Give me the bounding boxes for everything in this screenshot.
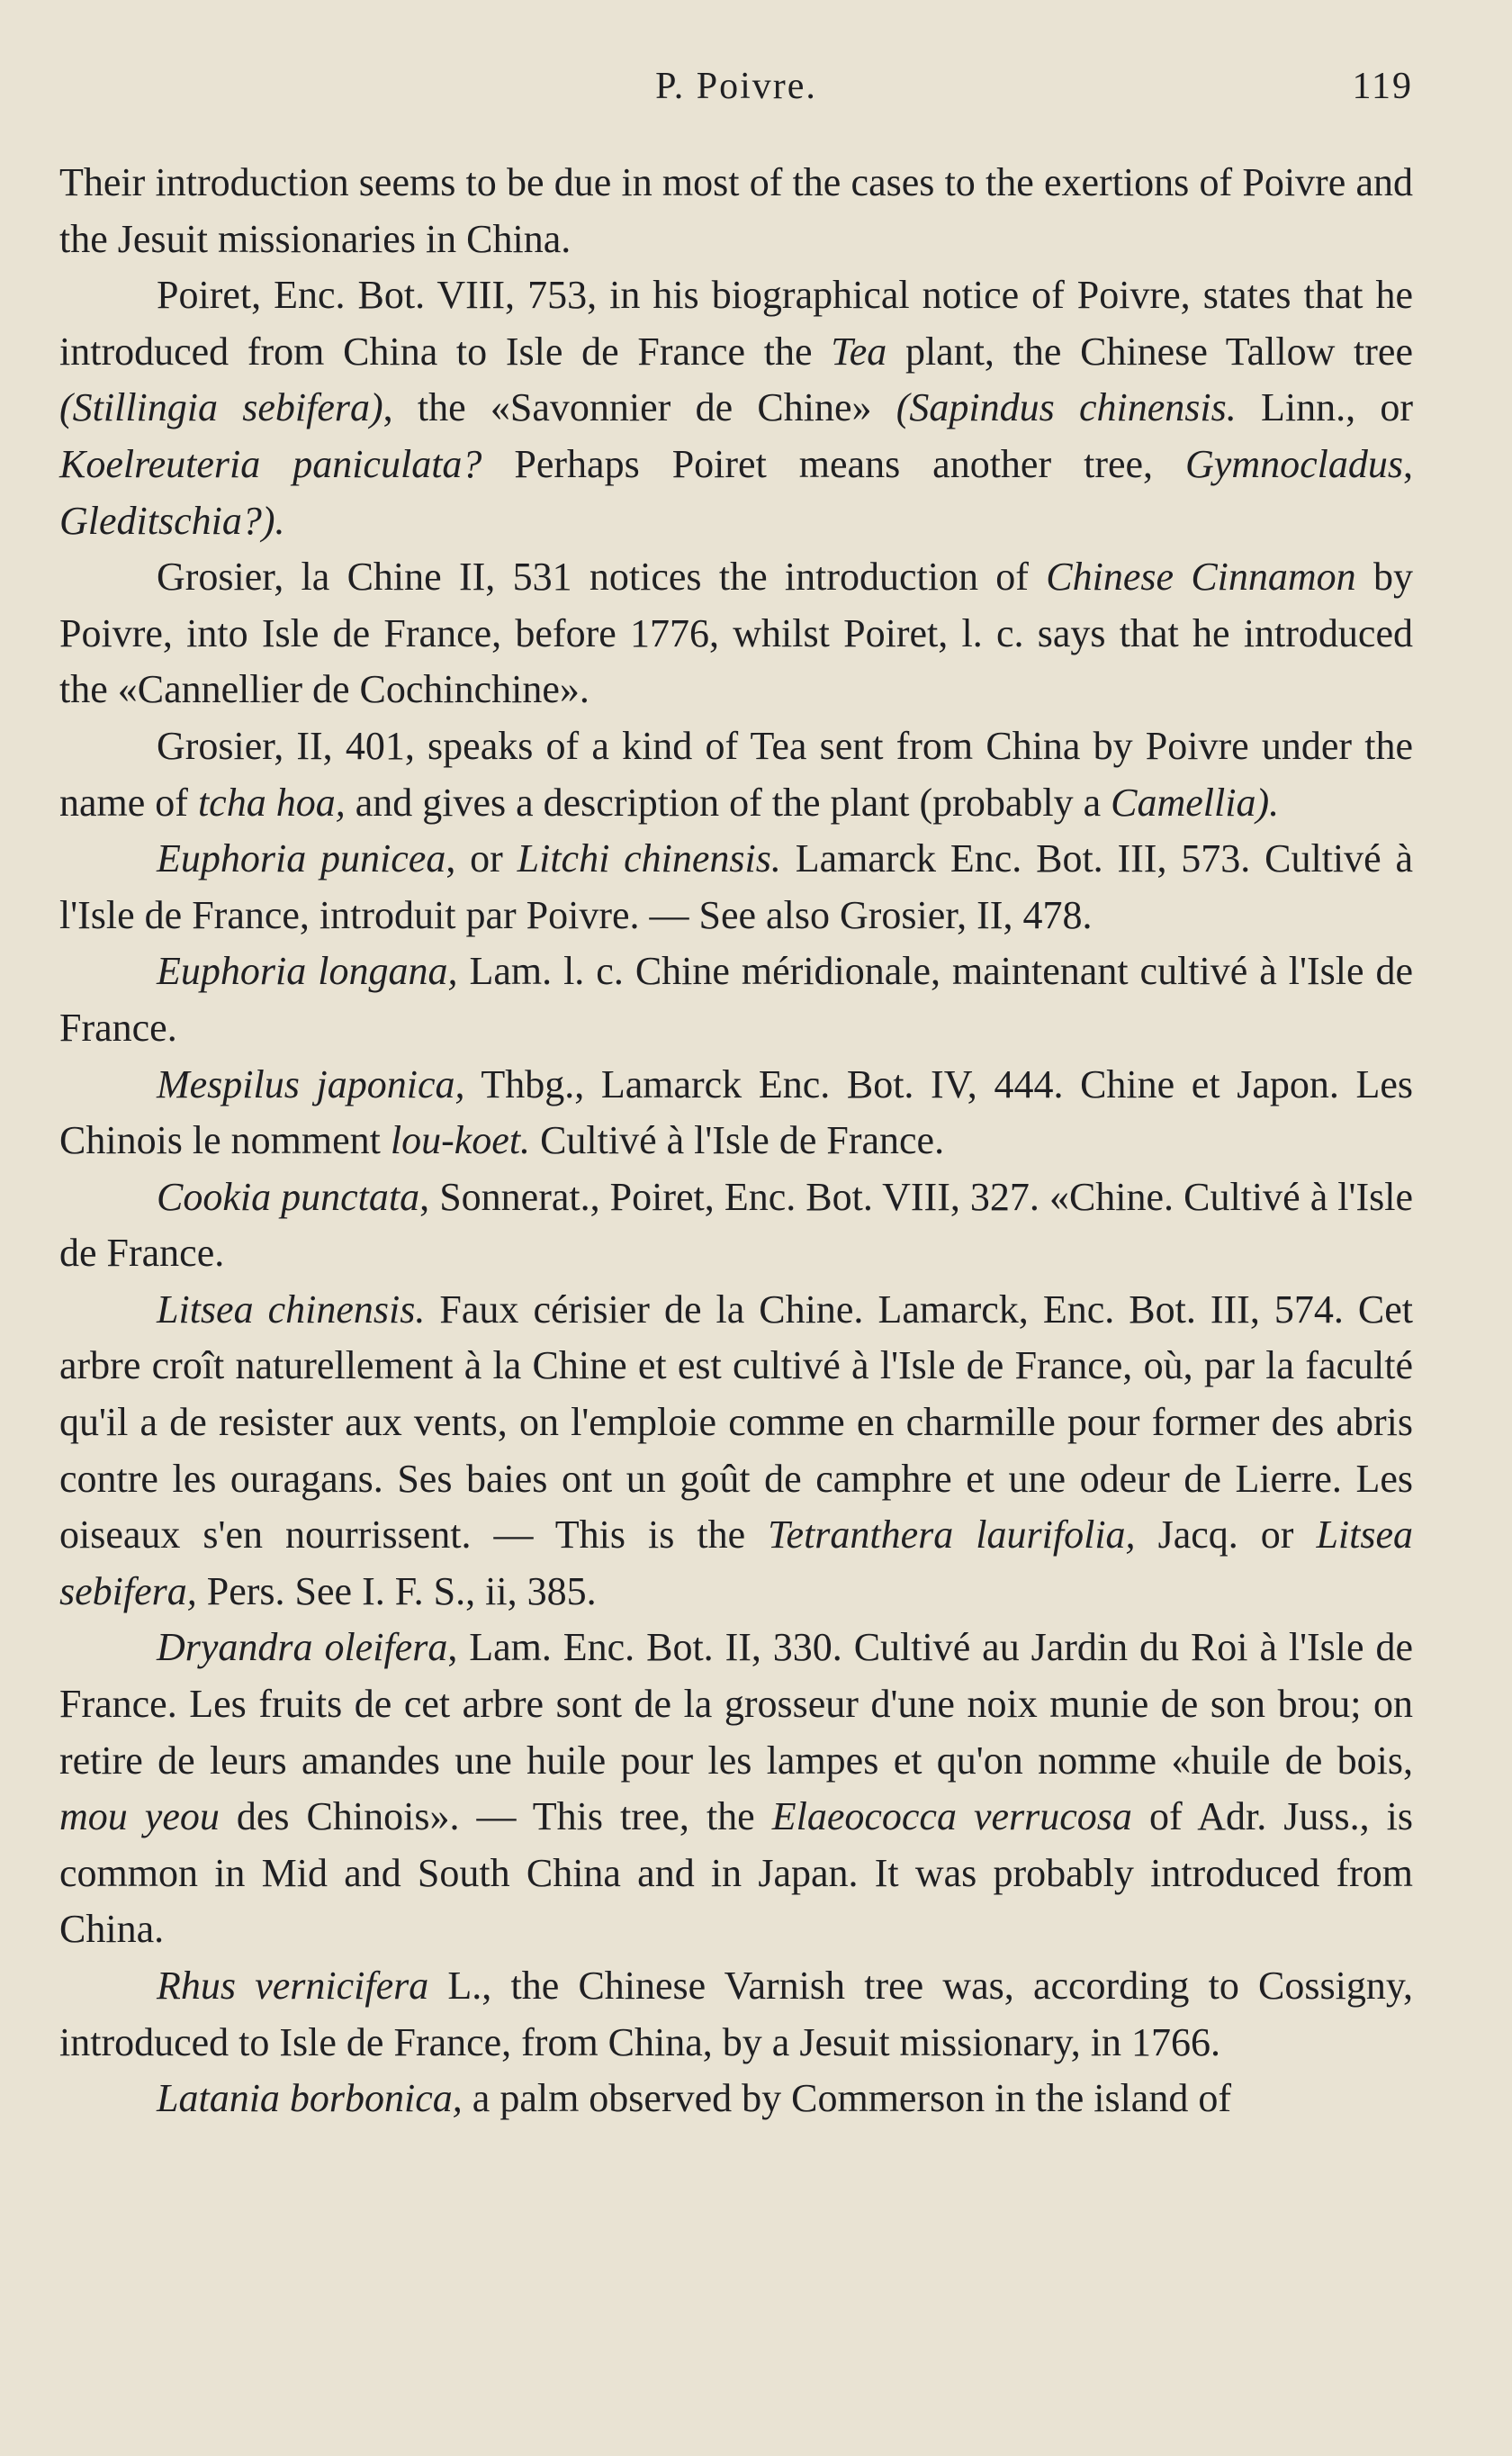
species-name: Camellia). — [1111, 780, 1280, 825]
text-run: , Lam. Enc. Bot. II, 330. Cultivé au Jardin du Roi à l'Isle de France. Les fruits de cet arbre sont de la grosseur d'une noix munie de son brou; on retire de leurs amandes une huile pour les lampes et qu'on nomme «huile de bois, — [59, 1625, 1414, 1783]
text-run: Grosier, II, 401, speaks of a kind of Tea sent from China by Poivre under the name of — [59, 723, 1413, 825]
species-name: lou-koet. — [390, 1118, 531, 1163]
species-name: Gleditschia?). — [59, 498, 285, 543]
paragraph-poiret — [59, 267, 1413, 549]
text-run: by Poivre, into Isle de France, before 1776, whilst Poiret, l. c. says that he introduced the «Cannellier de Cochinchine». — [59, 555, 1413, 712]
paragraph-mespilus — [59, 1057, 1413, 1169]
species-name: Litsea sebifera, — [59, 1512, 1414, 1613]
text-run: Linn., or — [1236, 385, 1414, 430]
species-name: Tetranthera laurifolia, — [768, 1512, 1136, 1558]
species-name: Euphoria punicea — [157, 836, 446, 881]
text-run: Grosier, la Chine II, 531 notices the introduction of — [157, 555, 1047, 600]
paragraph-latania — [59, 2071, 1413, 2127]
text-run: Faux cérisier de la Chine. Lamarck, Enc. Bot. III, 574. Cet arbre croît naturellement à la Chine et est cultivé à l'Isle de France, où, par la faculté qu'il a de resister aux vents, on l'emploie comme en charmille pour former des abris contre les ouragans. Ses baies ont un goût de camphre et une odeur de Lierre. Les oiseaux s'en nourrissent. — This is the — [59, 1287, 1414, 1558]
paragraph-dryandra — [59, 1620, 1413, 1958]
species-name: Mespilus japonica, — [157, 1061, 465, 1106]
species-name: Euphoria longana, — [157, 949, 458, 994]
paragraph-grosier-tea — [59, 718, 1413, 831]
text-run: plant, the Chinese Tallow tree — [886, 329, 1413, 374]
text-run: Jacq. or — [1135, 1512, 1317, 1558]
text-run: Their introduction seems to be due in most of the cases to the exertions of Poivre and the Jesuit missionaries in China. — [59, 160, 1413, 261]
text-run: Thbg., Lamarck Enc. Bot. IV, 444. Chine et Japon. Les Chinois le nomment — [59, 1061, 1414, 1163]
text-run: a palm observed by Commerson in the island of — [462, 2076, 1231, 2121]
text-run: , — [1403, 441, 1413, 486]
text-run: , Sonnerat., Poiret, Enc. Bot. VIII, 327. «Chine. Cultivé à l'Isle de France. — [59, 1174, 1413, 1276]
species-name: Gymnocladus — [1185, 441, 1403, 486]
running-head: P. Poivre. — [655, 66, 817, 107]
text-run: des Chinois». — This tree, the — [219, 1794, 772, 1839]
paragraph-euphoria-punicea — [59, 831, 1413, 944]
body-text — [59, 155, 1413, 2127]
species-name: (Stillingia sebifera) — [59, 385, 383, 430]
page-header — [59, 65, 1413, 119]
paragraph-rhus — [59, 1958, 1413, 2071]
paragraph-euphoria-longana — [59, 944, 1413, 1056]
text-run: Lamarck Enc. Bot. III, 573. Cultivé à l'Isle de France, introduit par Poivre. — See also Grosier, II, 478. — [59, 836, 1413, 937]
species-name: Chinese Cinnamon — [1046, 555, 1356, 600]
text-run: Perhaps Poiret means another tree, — [482, 441, 1186, 486]
paragraph-litsea — [59, 1282, 1413, 1621]
text-run: Pers. See I. F. S., ii, 385. — [196, 1568, 597, 1613]
paragraph-cookia — [59, 1169, 1413, 1282]
text-run: Lam. l. c. Chine méridionale, maintenant cultivé à l'Isle de France. — [59, 949, 1413, 1050]
text-run: , the «Savonnier de Chine» — [382, 385, 896, 430]
species-name: Koelreuteria paniculata? — [59, 441, 482, 486]
species-name: Rhus vernicifera — [157, 1964, 429, 2008]
paragraph-intro-continuation — [59, 155, 1413, 267]
species-name: Latania borbonica, — [157, 2076, 463, 2121]
species-name: (Sapindus chinensis. — [896, 385, 1237, 430]
species-name: Litsea chinensis. — [157, 1287, 426, 1332]
species-name: mou yeou — [59, 1794, 220, 1839]
species-name: Elaeococca verrucosa — [771, 1794, 1132, 1839]
species-name: Litchi chinensis. — [517, 836, 781, 881]
species-name: tcha hoa, — [197, 780, 346, 825]
text-run: L., the Chinese Varnish tree was, according to Cossigny, introduced to Isle de France, from China, by a Jesuit missionary, in 1766. — [59, 1964, 1413, 2064]
species-name: Tea — [831, 329, 887, 374]
text-run: and gives a description of the plant (probably a — [345, 780, 1112, 825]
paragraph-grosier-cinnamon — [59, 549, 1413, 718]
species-name: Dryandra oleifera — [157, 1625, 448, 1670]
text-run: Poiret, Enc. Bot. VIII, 753, in his biographical notice of Poivre, states that he introduced from China to Isle de France the — [59, 273, 1413, 374]
text-run: Cultivé à l'Isle de France. — [530, 1118, 945, 1163]
text-run: of Adr. Juss., is common in Mid and South China and in Japan. It was probably introduced from China. — [59, 1794, 1413, 1952]
species-name: Cookia punctata — [157, 1174, 420, 1219]
page-number: 119 — [1352, 66, 1413, 107]
text-run: , or — [446, 836, 518, 881]
